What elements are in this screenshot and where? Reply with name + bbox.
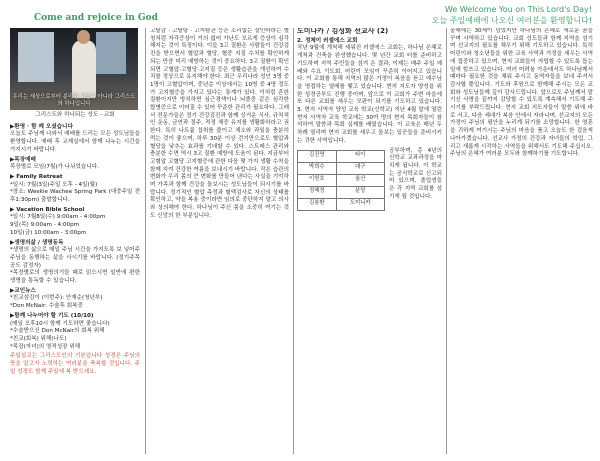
table-side-text: 공부하며, 총 4년의 신학교 교과과정을 마치게 됩니다. 이 학교는 공식학교로 신고되어 있으며, 졸업생들은 각 지역 교회를 섬기게 될 것입니다. xyxy=(389,147,442,200)
right-header xyxy=(362,4,592,26)
table-row: 이헌호 울산 xyxy=(298,174,385,186)
item-label: ▶생명의삶 / 생명동독 xyxy=(10,239,64,246)
item-text: 목장별로 모임(7월)가 나뉘었습니다. xyxy=(10,164,99,171)
table-row: 김진영 타이 xyxy=(298,150,385,162)
column-divider xyxy=(293,28,294,454)
health-article-column xyxy=(150,28,289,454)
letter-text: 올해에는 30세이 넘었지만 하나님의 은혜로 새로운 꿈을 꾸며 사역하고 있습니다. 교회 성도들과 함께 지역을 섬기며 선교지의 필요를 채우기 위해 기도하고 있습니다. 특히 어린이와 청소년들을 위한 교육 사역과 가정을 세우는 사역에 집중하고 있으며, 현지 교회들이 자립할 수 있도록 돕는 일에 힘쓰고 있습니다. 여러 어려움 가운데서도 하나님께서 때마다 필요한 것을 채워 주시고 동역자들을 보내 주셔서 감사할 뿐입니다. 기도와 후원으로 함께해 주시는 모든 교회와 성도님들께 깊이 감사드립니다. 앞으로도 주님께서 맡기신 사명을 끝까지 감당할 수 있도록 계속해서 기도해 주시기를 부탁드립니다. 현지 교회 지도자들이 말씀 위에 바로 서고, 다음 세대가 복음 안에서 자라나며, 선교지의 모든 가정이 주님의 평안을 누리게 되기를 소망합니다. 한 영혼을 귀하게 여기시는 주님의 마음을 품고 오늘도 한 걸음씩 나아가겠습니다. 선교사 가정의 건강과 자녀들의 학업, 그리고 새롭게 시작하는 사역들을 위해서도 기도해 주십시오. 주님의 은혜가 여러분 모두와 함께하기를 기도합니다. xyxy=(450,28,593,158)
item-label: ▶ Family Retreat xyxy=(10,173,63,180)
members-table xyxy=(297,150,385,211)
item-text: 오늘도 주님께 나와서 예배를 드리는 모든 성도님들을 환영합니다. 예배 후 교제실에서 함께 나누는 시간을 가지시기 바랍니다. xyxy=(10,131,140,153)
prayer-label: ▶함께 나누어야 할 기도 (10/10) xyxy=(10,312,94,319)
red-note: 주일설교는 그리스도인의 기본입니다 성경은 주님의 뜻을 알고자 노력하는 여러분을 축복할 것입니다. 주일 성경도 함께 주일에 복 받으세요. xyxy=(10,353,140,375)
item-text: *일시: 7월(3일)주일 오후 - 4일(월) *장소: Weekie Wachee Spring Park (대중주일 전후1:30pm) 출발합니다. xyxy=(10,181,140,204)
item-text: *생명의 삶으로 매일 주님 시간을 가지도록 보 넣어주 주님을 동행하는 삶을 사시기를 바랍니다. (정기주목 공도 감정자) *목장별로의 생명의기들 때로 읽으시면 일반에 편한 생명을 통독할 수 있습니다. xyxy=(10,247,140,285)
photo-sub-caption: 그리스도와 하나되는 성도 - 교회 xyxy=(35,112,115,118)
table-row: 김봉환 도미니카 xyxy=(298,198,385,210)
missionary-subtitle: 2. 정체이 러셀에스 교회 xyxy=(297,37,358,44)
missionary-title: 도미나카 / 김성화 선교사 (2) xyxy=(297,28,389,35)
missionary-body: 작년 9월에 개척해 세워진 러셀에스 교회는, 하나님 은혜로 개척과 건축을 완성했습니다. 몇 년간 교회 터를 준비하고 기도하며 지역 주민들을 섬겨 온 결과, 이제는 매주 주일 예배와 수요 기도회, 어린이 모임이 꾸준히 이어지고 있습니다. 이 교회를 통해 지역의 많은 가정이 복음을 듣고 예수님을 영접하는 열매를 맺고 있습니다. 현지 지도자 양성을 위한 성경공부도 진행 중이며, 앞으로 이 교회가 주변 마을에 또 다른 교회를 세우는 모판이 되기를 기도하고 있습니다. 3. 현지 사역자 양성 교육 학교(신학교) 지난 4월 말에 열린 현지 사역자 교육 학교에는 30여 명의 현지 목회자들이 참석하여 말씀과 목회 실제를 배웠습니다. 이 교육은 매년 두 차례 열리며 현지 교회를 세우고 돌보는 일꾼들을 준비시키는 귀한 사역입니다. xyxy=(297,45,442,144)
welcome-title-ko: 오늘 주일예배에 나오신 여러분을 환영합니다! xyxy=(431,16,592,25)
thanks-text: *친교섬김이 (이번주): 안재순(청년부) *Don McNair: 수술후 회복중 xyxy=(10,295,103,310)
item-label: ▶목장예배 xyxy=(10,156,36,163)
letter-column xyxy=(450,28,593,454)
column-divider xyxy=(446,28,447,454)
photo-caption: 우리는 세상으로부터 분리된 이들이 아니라 그리스도와 하나입니다 xyxy=(12,94,136,107)
members-block xyxy=(297,147,442,207)
welcome-title-en: We Welcome You on This Lord's Day! xyxy=(444,5,592,14)
item-label: ▶환영 · 함 께 오셨습니다 xyxy=(10,123,73,130)
worship-photo xyxy=(10,28,138,110)
thanks-label: ▶교인뉴스 xyxy=(10,287,36,294)
left-header-title: Come and rejoice in God xyxy=(34,13,158,23)
item-text: *일시: 7월8일(수) 9:00am - 4:00pm 9일(목) 9:00am - 4:00pm 10일(금) 10:00am - 3:00pm xyxy=(10,214,106,236)
announcements-column xyxy=(10,28,140,454)
prayer-text: (매일 오후10시 함께 기도하면 좋습니다) *수술받으신 Don McNair의 회복 위해 *친교(회복) 위해(나도) *목장(자녀)의 영적성장 위해 xyxy=(10,320,110,350)
item-label: ▶ Vacation Bible School xyxy=(10,206,85,213)
table-row: 정혜정 분당 xyxy=(298,186,385,198)
missionary-column xyxy=(297,28,442,454)
column-divider xyxy=(145,28,146,454)
table-row: 박희수 대구 xyxy=(298,162,385,174)
health-article-text: 고탈감 · 고탈탕 · 고지탐관 등은 소리없는 살인마라는 별칭처럼 자각증상이 거의 없어 가난도 모르게 증상이 심각해지는 것이 특징이다. 이들 3고 질환은 사람들이 건강검진을 받으면서 혈압과 혈당, 혈중 지질 수치를 확인하게 되는 만큼 미리 예방하는 것이 중요하다. 3고 질환이 확인되면 고혈압·고혈당·고지질 등은 생활습관을 개선하여 수치를 정상으로 유지해야 한다. 최근 우리나라 성인 3명 중 1명이 고혈압이며, 중년층 이상에서는 10명 중 4명 정도가 고지혈증을 가지고 있다는 통계가 있다. 이처럼 흔한 질환이지만 방치하면 심근경색이나 뇌졸중 같은 심각한 합병증으로 이어질 수 있어 꾸준한 관리가 필요하다. 그래서 전문가들은 정기 건강검진과 함께 싱거운 식사, 규칙적인 운동, 금연과 절주, 적정 체중 유지를 생활화하라고 권한다. 특히 나트륨 섭취를 줄이고 채소와 과일을 충분히 먹는 것이 좋으며, 하루 30분 이상 걷기만으로도 혈압과 혈당을 낮추는 효과를 기대할 수 있다. 스트레스 관리와 충분한 수면 역시 3고 질환 예방에 도움이 된다. 지금부터 고혈압 고혈당 고지혈증에 관한 다음 몇 가지 생활 수칙을 함께 지켜 건강한 여름을 보내시기 바랍니다. 작은 습관의 변화가 우리 몸의 큰 변화를 만들어 낸다는 사실을 기억하며 가족과 함께 건강을 돌보시는 성도님들이 되시기를 바랍니다. 정기적인 혈압 측정과 혈액검사로 자신의 상태를 확인하고, 약을 복용 중이라면 임의로 중단하지 말고 의사와 상의해야 한다. 하나님이 주신 몸을 소중히 여기는 것도 신앙의 한 부분입니다. xyxy=(150,28,289,219)
